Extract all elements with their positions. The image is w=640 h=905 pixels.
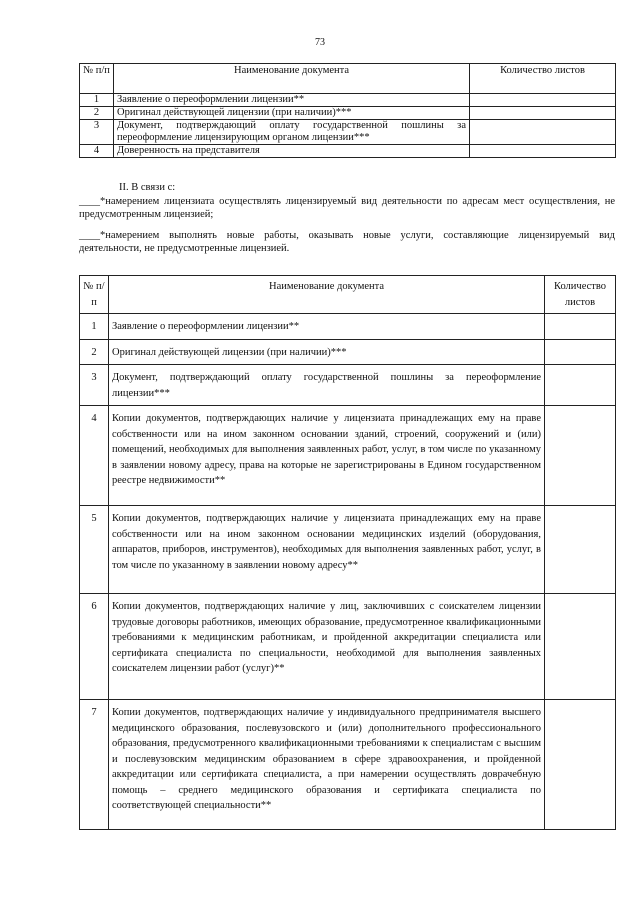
- table-row: [80, 365, 616, 406]
- documents-table-2: [79, 275, 616, 830]
- row-document-name: Оригинал действующей лицензии (при наличии)***: [109, 339, 545, 365]
- table-row: [80, 506, 616, 594]
- header-number: № п/п: [80, 276, 109, 314]
- row-number: 2: [80, 339, 109, 365]
- row-number: 3: [80, 120, 114, 145]
- row-sheet-count: [545, 700, 616, 830]
- table-row: [80, 107, 616, 120]
- row-sheet-count: [545, 506, 616, 594]
- header-sheet-count: Количество листов: [545, 276, 616, 314]
- table-row: [80, 120, 616, 145]
- row-sheet-count: [470, 145, 616, 158]
- row-sheet-count: [545, 365, 616, 406]
- row-sheet-count: [470, 107, 616, 120]
- row-sheet-count: [545, 339, 616, 365]
- row-number: 1: [80, 314, 109, 340]
- row-number: 2: [80, 107, 114, 120]
- row-number: 1: [80, 94, 114, 107]
- row-document-name: Копии документов, подтверждающих наличие у лицензиата принадлежащих ему на праве собственности или на ином законном основании медицинских изделий (оборудования, аппаратов, приборов, инструментов), необходимых для выполнения заявленных работ, услуг, в том числе по указанному в заявлении новому адресу**: [109, 506, 545, 594]
- row-number: 4: [80, 406, 109, 506]
- row-document-name: Копии документов, подтверждающих наличие у лиц, заключивших с соискателем лицензии трудовые договоры работников, имеющих образование, предусмотренное квалификационными требованиями к медицинским работникам, и пройденной аккредитации специалиста или сертификата специалиста по специальности, необходимой для выполнения заявленных соискателем лицензии работ (услуг)**: [109, 594, 545, 700]
- table-header-row: [80, 64, 616, 94]
- row-number: 5: [80, 506, 109, 594]
- row-document-name: Заявление о переоформлении лицензии**: [114, 94, 470, 107]
- row-sheet-count: [545, 406, 616, 506]
- header-document-name: Наименование документа: [114, 64, 470, 94]
- row-number: 7: [80, 700, 109, 830]
- header-sheet-count: Количество листов: [470, 64, 616, 94]
- row-document-name: Заявление о переоформлении лицензии**: [109, 314, 545, 340]
- row-sheet-count: [470, 120, 616, 145]
- row-sheet-count: [545, 314, 616, 340]
- section-heading: II. В связи с:: [119, 182, 176, 193]
- table-header-row: [80, 276, 616, 314]
- row-sheet-count: [470, 94, 616, 107]
- documents-table-1: [79, 63, 616, 158]
- header-document-name: Наименование документа: [109, 276, 545, 314]
- section-line-new-addresses: ____*намерением лицензиата осуществлять лицензируемый вид деятельности по адресам мест осуществления, не предусмотренным лицензией;: [79, 196, 615, 220]
- row-number: 6: [80, 594, 109, 700]
- page-number: 73: [315, 37, 325, 48]
- section-line-new-works: ____*намерением выполнять новые работы, оказывать новые услуги, составляющие лицензируемый вид деятельности, не предусмотренные лицензией.: [79, 230, 615, 254]
- header-number: № п/п: [80, 64, 114, 94]
- row-number: 3: [80, 365, 109, 406]
- row-document-name: Копии документов, подтверждающих наличие у лицензиата принадлежащих ему на праве собственности или на ином законном основании зданий, строений, сооружений и (или) помещений, необходимых для выполнения заявленных работ, услуг, в том числе по указанному в заявлении новому адресу, права на которые не зарегистрированы в Едином государственном реестре недвижимости**: [109, 406, 545, 506]
- table-row: [80, 594, 616, 700]
- table-row: [80, 314, 616, 340]
- row-document-name: Доверенность на представителя: [114, 145, 470, 158]
- row-sheet-count: [545, 594, 616, 700]
- table-row: [80, 145, 616, 158]
- row-document-name: Документ, подтверждающий оплату государственной пошлины за переоформление лицензирующим органом лицензии***: [114, 120, 470, 145]
- row-document-name: Копии документов, подтверждающих наличие у индивидуального предпринимателя высшего медицинского образования, послевузовского и (или) дополнительного профессионального образования, предусмотренного квалификационными требованиями к специалистам с высшим и послевузовским медицинским образованием в сфере здравоохранения, и пройденной аккредитации или сертификата специалиста, а при намерении осуществлять доврачебную помощь – среднего медицинского образования и сертификата специалиста по соответствующей специальности**: [109, 700, 545, 830]
- table-row: [80, 339, 616, 365]
- table-row: [80, 700, 616, 830]
- row-document-name: Документ, подтверждающий оплату государственной пошлины за переоформление лицензии***: [109, 365, 545, 406]
- row-document-name: Оригинал действующей лицензии (при наличии)***: [114, 107, 470, 120]
- table-row: [80, 94, 616, 107]
- table-row: [80, 406, 616, 506]
- row-number: 4: [80, 145, 114, 158]
